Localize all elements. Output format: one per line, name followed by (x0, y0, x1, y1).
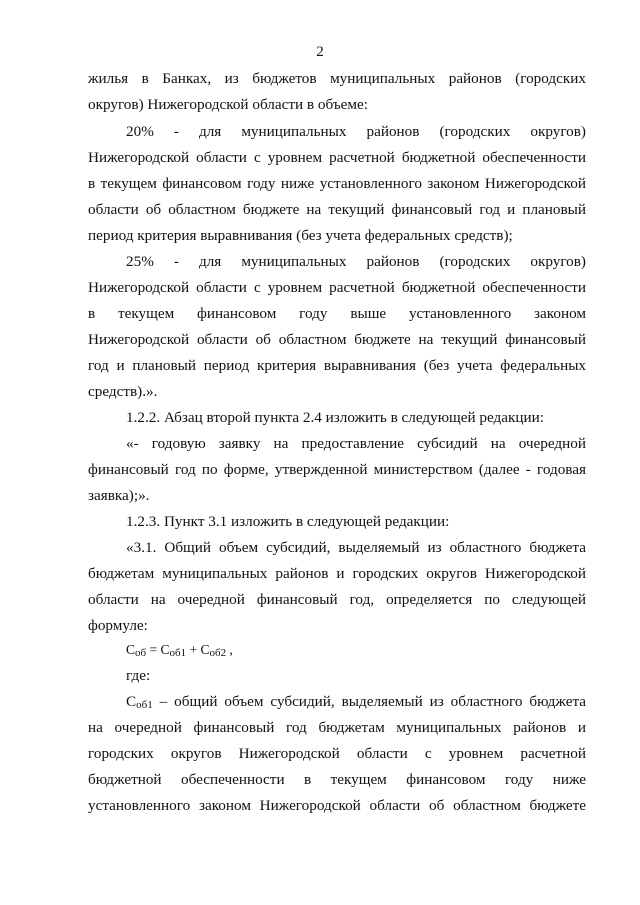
text-line: округов) Нижегородской области в объеме: (88, 96, 368, 113)
text-line: бюджетам муниципальных районов и городских округов Нижегородской (88, 565, 586, 582)
formula-term-1: С (160, 642, 170, 657)
text-line: бюджетной обеспеченности в текущем финансовом году ниже (88, 771, 586, 788)
text-line: Нижегородской области об областном бюджете на текущий финансовый (88, 331, 586, 348)
text-line: Нижегородской области с уровнем расчетной бюджетной обеспеченности (88, 149, 586, 166)
text-line: «3.1. Общий объем субсидий, выделяемый из областного бюджета (126, 539, 586, 556)
text-line: жилья в Банках, из бюджетов муниципальных районов (городских (88, 70, 586, 87)
text-line: заявка);». (88, 487, 150, 504)
text-line: в текущем финансовом году выше установленного законом (88, 305, 586, 322)
text-line: в текущем финансовом году ниже установленного законом Нижегородской (88, 175, 586, 192)
text-line: 20% - для муниципальных районов (городских округов) (126, 123, 586, 140)
definition-symbol: С (126, 693, 137, 710)
definition-text: – общий объем субсидий, выделяемый из областного бюджета (159, 693, 587, 710)
formula-lhs: С (126, 642, 136, 657)
formula-plus: + (186, 642, 201, 657)
text-line: области на очередной финансовый год, определяется по следующей (88, 591, 586, 608)
formula-end: , (226, 642, 233, 657)
formula (126, 640, 586, 663)
formula-term-1-sub: об1 (169, 647, 187, 659)
formula-term-2-sub: об2 (209, 647, 227, 659)
text-line: 1.2.2. Абзац второй пункта 2.4 изложить в следующей редакции: (126, 409, 545, 426)
page-number: 2 (316, 44, 324, 60)
text-line: установленного законом Нижегородской области об областном бюджете (88, 797, 586, 814)
formula-term-2: С (200, 642, 210, 657)
text-line: 25% - для муниципальных районов (городских округов) (126, 253, 586, 270)
text-line: Нижегородской области с уровнем расчетной бюджетной обеспеченности (88, 279, 586, 296)
text-line: 1.2.3. Пункт 3.1 изложить в следующей редакции: (126, 513, 450, 530)
text-line: средств).». (88, 383, 158, 400)
text-line: год и плановый период критерия выравнивания (без учета федеральных (88, 357, 586, 374)
definition-symbol-sub: об1 (136, 699, 153, 711)
text-line: городских округов Нижегородской области с уровнем расчетной (88, 745, 586, 762)
formula-lhs-sub: об (135, 647, 147, 659)
text-line: где: (126, 667, 151, 684)
text-line: «- годовую заявку на предоставление субсидий на очередной (126, 435, 586, 452)
text-line: финансовый год по форме, утвержденной министерством (далее - годовая (88, 461, 586, 478)
formula-eq: = (146, 642, 161, 657)
text-line: области об областном бюджете на текущий финансовый год и плановый (88, 201, 586, 218)
definition-line (126, 692, 586, 715)
text-line: период критерия выравнивания (без учета федеральных средств); (88, 227, 513, 244)
text-line: формуле: (88, 617, 148, 634)
text-line: на очередной финансовый год бюджетам муниципальных районов и (88, 719, 586, 736)
